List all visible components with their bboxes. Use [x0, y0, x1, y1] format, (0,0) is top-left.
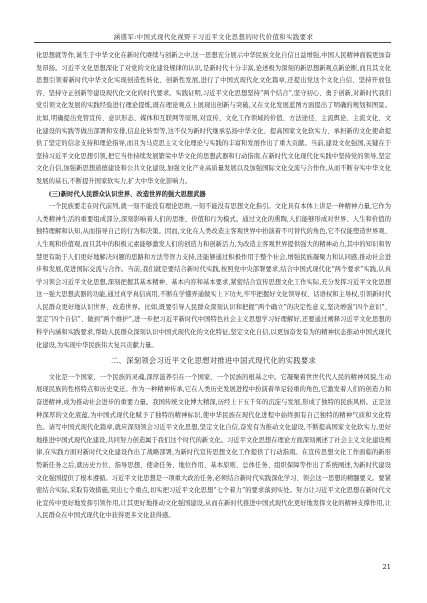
body-paragraph: 一个民族要走在时代前列,就一刻不能没有理论思维,一刻不能没有思想文化指引。文化具有本体上讲是一种精神力量,它作为人类精神生活的重要组成部分,深刻影响着人们的思维、价值和行为模式。通过文化的熏陶,人们能够形成对世界、人生和价值的独特理解和认知,从而指导自己的行为和决策。因而,文化在人类改造主客观世界中扮演着不可替代的角色,它不仅能塑造世界观、人生观和价值观,而且其中的积极元素能够激发人们的创造力和创新活力,为改造主客观世界提供强大的精神动力,其中的知识和智慧更有助于人们更好地解决问题的思路和方法等智力支持,还能够通过积极作用于整个社会,增强民族凝聚力和认同感,推动社会进步和发展,促进国际交流与合作。当前,我们就是要结合新时代实践,按照党中央部署要求,结合中国式现代化“两个要求”实践,认真学习领会习近平文化思想,深刻把握其基本精神、基本内容和基本要求,紧密结合宣传思想文化工作实际,充分发挥习近平文化思想这一强大思想武器的功能,通过真学真信真用,不断在学懂弄通做实上下功夫,牢牢把握好文化领导权、话语权和主导权,引领新时代人民群众更好地认识世界、改造世界。比如,既要引导人民群众深刻认识和把握“两个确立”的决定性意义,坚决增强“四个意识”、坚定“四个自信”、做到“两个维护”,进一步把习近平新时代中国特色社会主义思想学习好理解好,还要通过阐释习近平文化思想的科学内涵和实践要求,帮助人民群众深刻认识中国式现代化的文化特征,坚定文化自信,以更加奋发有为的精神状态推动中国式现代化建设,为实现中华民族伟大复兴贡献力量。 [36, 203, 391, 349]
body-paragraph: 化思想就等作,诞生于中华文化在新时代赓续与创新之中,这一思想充分展示中华民族文化自信日益增强,中国人民精神面貌更加奋发昂扬。习近平文化思想深化了对党的文化建设规律的认识,是新时代十分丰富,论述极为深刻的新思想新观点新论断,而且其文化思想引领着新时代中华文化实现创造性转化、创新性发展,进行了中国式现代化文化篇章,还提出党这个文化自信、坚持开放包容、坚持守正创新等建设现代化文化的时代要求。实践证明,习近平文化思想坚持“两个结合”,坚守初心、勇于创新,对新时代我们党引领文化发展的实践经验进行理论提炼,既在理论观点上展现出创新与突破,又在文化发展蓝图方面提出了明确的规划和图景。比如,明确提出党管宣传、意识形态、媒体和互联网等原则,对宣传、文化工作领域的价值、方法途径、主流舆论、主流文化、文化建设的实践等做出部署和安排,信息化转型等,这不仅为新时代继承弘扬中华文化、提高国家文化软实力、承担新的文化使命提供了坚定的信念支持和理论指导,而且为马克思主义文化理论与实践的丰富和发展作出了重大贡献。当前,建设文化强国,关键在于坚持习近平文化思想引领,把它当作持续发展繁荣中华文化的思想武器和行动指南,在新时代文化现代化实践中坚持党的领导,坚定文化自信,加强新思想道德建设和公共文化建设,加强文化产业高质量发展以及加强国际文化交流与合作作,从而不断夯实中华文化发展的基石,不断提升国家软实力,扩大中华文化影响力。 [36, 52, 391, 185]
article-body [36, 50, 391, 523]
section-heading: 二、深刻领会习近平文化思想对推进中国式现代化的实践要求 [110, 356, 317, 366]
running-head: 涵盛军:中国式现代化视野下习近平文化思想的时代价值和实践要求 [113, 33, 314, 41]
page-number: 21 [382, 563, 391, 571]
header-divider [34, 42, 391, 43]
subsection-heading: (三)新时代人民群众认识世界、改造世界的强大思想武器 [48, 190, 206, 198]
body-paragraph: 文化是一个国家、一个民族的灵魂,深厚滋养引在一个国家、一个民族的根基之中。它凝聚着世世代代人民的精神风貌,生动展现民族的性格特点和历史变迁。作为一种精神传承,它在人类历史发展进程中扮演着举足轻重的角色,它激发着人们的创造力和奋进精神,成为推动社会进步的重要力量。我国传统文化博大精深,历经上下五千年的沉淀与发展,形成了独特的民族风格。正是这种深厚的文化底蕴,为中国式现代化赋予了独特的精神标识,使中华民族在现代化进程中始终拥有自己独特的精神气质和文化特色。请写中国式现代化篇章,就应深刻领会习近平文化思想,坚定文化自信,奋发有为推动文化建设,不断提高国家文化软实力,更好地推进中国式现代化建设,共同努力创造属于我们这个时代的新文化。习近平文化思想在理论方面深刻阐述了社会主义文化建设规律,在实践方面对新时代文化建设作出了战略部署,为新时代宣传思想文化工作提供了行动指南。在宣传思想文化工作面临的新形势新任务之后,就历史方位、指导思想、使命任务、地位作用、基本原则、总体任务、组织保障等作出了系统阐述,为新时代建设文化强国提供了根本遵循。习近平文化思想是一项重大政治任务,必须结合新时代实践深化学习、领会这一思想的精髓要义。要紧密结合实际,采取有效措施,突出七个重点,切实把习近平文化思想“七个着力”的要求落到实处。努力让习近平文化思想在新时代文化宣传中更好地发挥引领作用,让其更好地推动文化强国建设,从而在新时代推进中国式现代化更好地发挥文化的精神支撑作用,让人民群众在中国式现代化中获得更多文化获得感。 [36, 373, 391, 520]
